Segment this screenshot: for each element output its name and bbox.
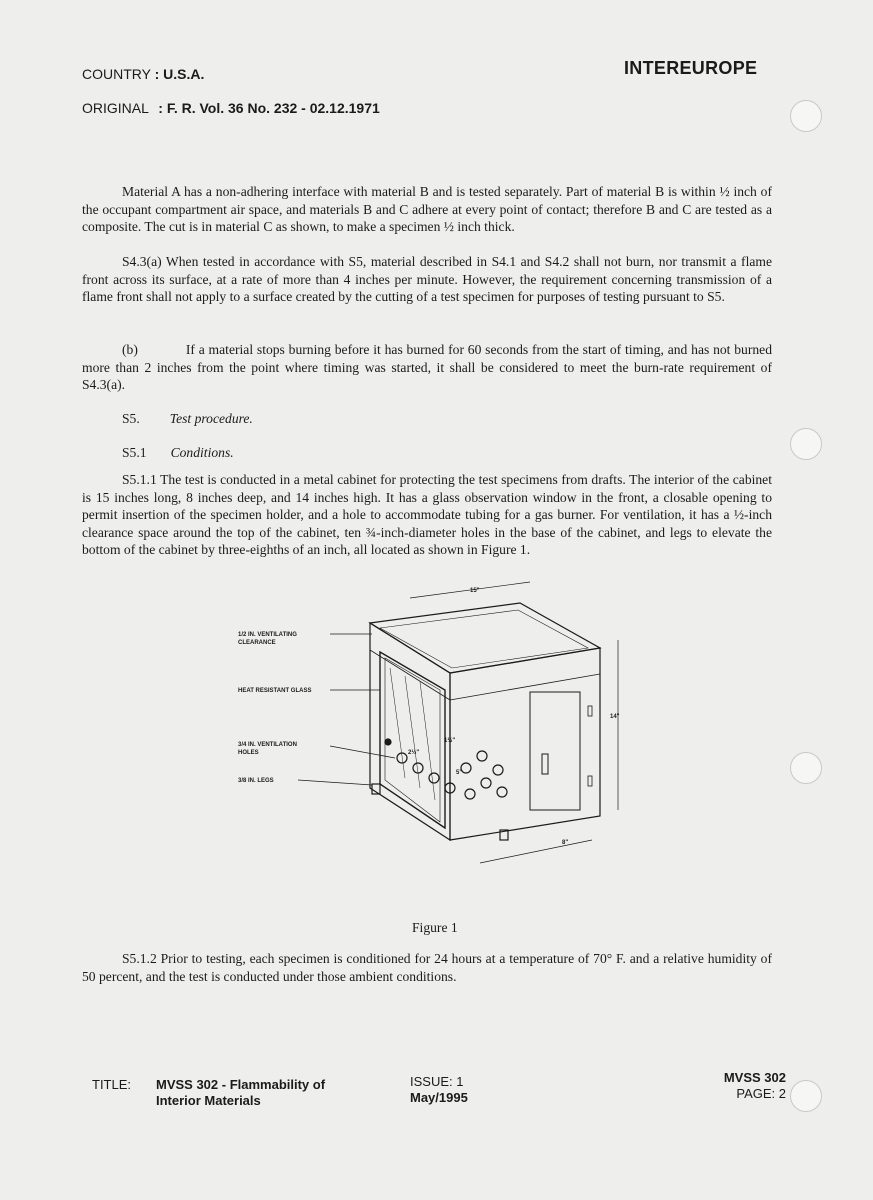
access-door	[530, 692, 580, 810]
paragraph-s4-3b: (b) If a material stops burning before it has burned for 60 seconds from the start of timing, and has not burned more than 2 inches from the point where timing was started, it shall be considered to meet the burn-rate requirement of S4.3(a).	[82, 342, 772, 392]
figure-caption: Figure 1	[412, 920, 458, 935]
ventilation-hole	[465, 789, 475, 799]
footer-docid	[700, 1070, 786, 1102]
dimension-depth: 8"	[562, 840, 569, 846]
country-label: COUNTRY	[82, 66, 151, 82]
paragraph-s4-3a: S4.3(a) When tested in accordance with S5, material described in S4.1 and S4.2 shall not burn, nor transmit a flame front across its surface, at a rate of more than 4 inches per minute. However, the requirement concerning transmission of a flame front shall not apply to a surface created by the cutting of a test specimen for purposes of testing pursuant to S5.	[82, 254, 772, 304]
cabinet-side	[450, 648, 600, 840]
dimension-hole-spacing-a: 2½"	[408, 750, 420, 756]
original-label: ORIGINAL	[82, 100, 149, 116]
ventilation-hole	[497, 787, 507, 797]
ventilation-hole	[461, 763, 471, 773]
footer-issue-date: May/1995	[410, 1090, 468, 1105]
label-legs: 3/8 IN. LEGS	[238, 778, 274, 784]
ventilation-hole	[493, 765, 503, 775]
ventilation-hole	[429, 773, 439, 783]
label-glass: HEAT RESISTANT GLASS	[238, 688, 312, 694]
original-line	[82, 100, 380, 116]
footer-page-number: PAGE: 2	[736, 1086, 786, 1101]
dimension-hole-spacing-b: 5"	[456, 770, 463, 776]
footer-title-label: TITLE:	[92, 1077, 132, 1092]
country-line	[82, 66, 204, 82]
brand-title: INTEREUROPE	[624, 58, 758, 78]
ventilation-hole	[481, 778, 491, 788]
punch-hole	[790, 428, 822, 460]
label-holes-line2: HOLES	[238, 750, 259, 756]
ventilation-clearance	[380, 610, 588, 668]
footer-title-line2: Interior Materials	[156, 1093, 261, 1108]
ventilation-hole	[477, 751, 487, 761]
cabinet-top	[370, 603, 600, 673]
cabinet-front	[370, 623, 450, 840]
figure-test-cabinet	[230, 578, 790, 878]
dimension-hole-spacing-c: 1½"	[444, 738, 456, 744]
punch-hole	[790, 1080, 822, 1112]
label-clearance-line2: CLEARANCE	[238, 640, 276, 646]
footer-title	[156, 1077, 325, 1109]
footer-issue-number: ISSUE: 1	[410, 1074, 464, 1089]
label-clearance-line1: 1/2 IN. VENTILATING	[238, 632, 297, 638]
footer-doc-id: MVSS 302	[723, 1070, 786, 1085]
punch-hole	[790, 100, 822, 132]
original-value: : F. R. Vol. 36 No. 232 - 02.12.1971	[158, 100, 380, 116]
door-handle	[542, 754, 548, 774]
label-holes-line1: 3/4 IN. VENTILATION	[238, 742, 297, 748]
section-s5-1-heading: S5.1 Conditions.	[122, 445, 234, 460]
footer-issue	[410, 1074, 468, 1106]
section-s5-heading: S5. Test procedure.	[122, 411, 253, 426]
dimension-length: 15"	[470, 588, 480, 594]
burner-hole	[385, 739, 391, 745]
punch-hole	[790, 752, 822, 784]
dimension-height: 14"	[610, 714, 620, 720]
country-value: : U.S.A.	[154, 66, 205, 82]
footer-title-line1: MVSS 302 - Flammability of	[156, 1077, 326, 1092]
paragraph-material: Material A has a non-adhering interface with material B and is tested separately. Part of material B is within ½ inch of the occupant compartment air space, and materials B and C adhere at every point of contact; therefore B and C are tested as a composite. The cut is in material C as shown, to make a specimen ½ inch thick.	[82, 184, 772, 234]
paragraph-s5-1-2: S5.1.2 Prior to testing, each specimen is conditioned for 24 hours at a temperature of 70° F. and a relative humidity of 50 percent, and the test is conducted under those ambient conditions.	[82, 951, 772, 984]
paragraph-s5-1-1: S5.1.1 The test is conducted in a metal cabinet for protecting the test specimens from drafts. The interior of the cabinet is 15 inches long, 8 inches deep, and 14 inches high. It has a glass observation window in the front, a closable opening to permit insertion of the specimen holder, and a hole to accommodate tubing for a gas burner. For ventilation, it has a ½-inch clearance space around the top of the cabinet, ten ¾-inch-diameter holes in the base of the cabinet, and legs to elevate the bottom of the cabinet by three-eighths of an inch, all located as shown in Figure 1.	[82, 472, 772, 557]
